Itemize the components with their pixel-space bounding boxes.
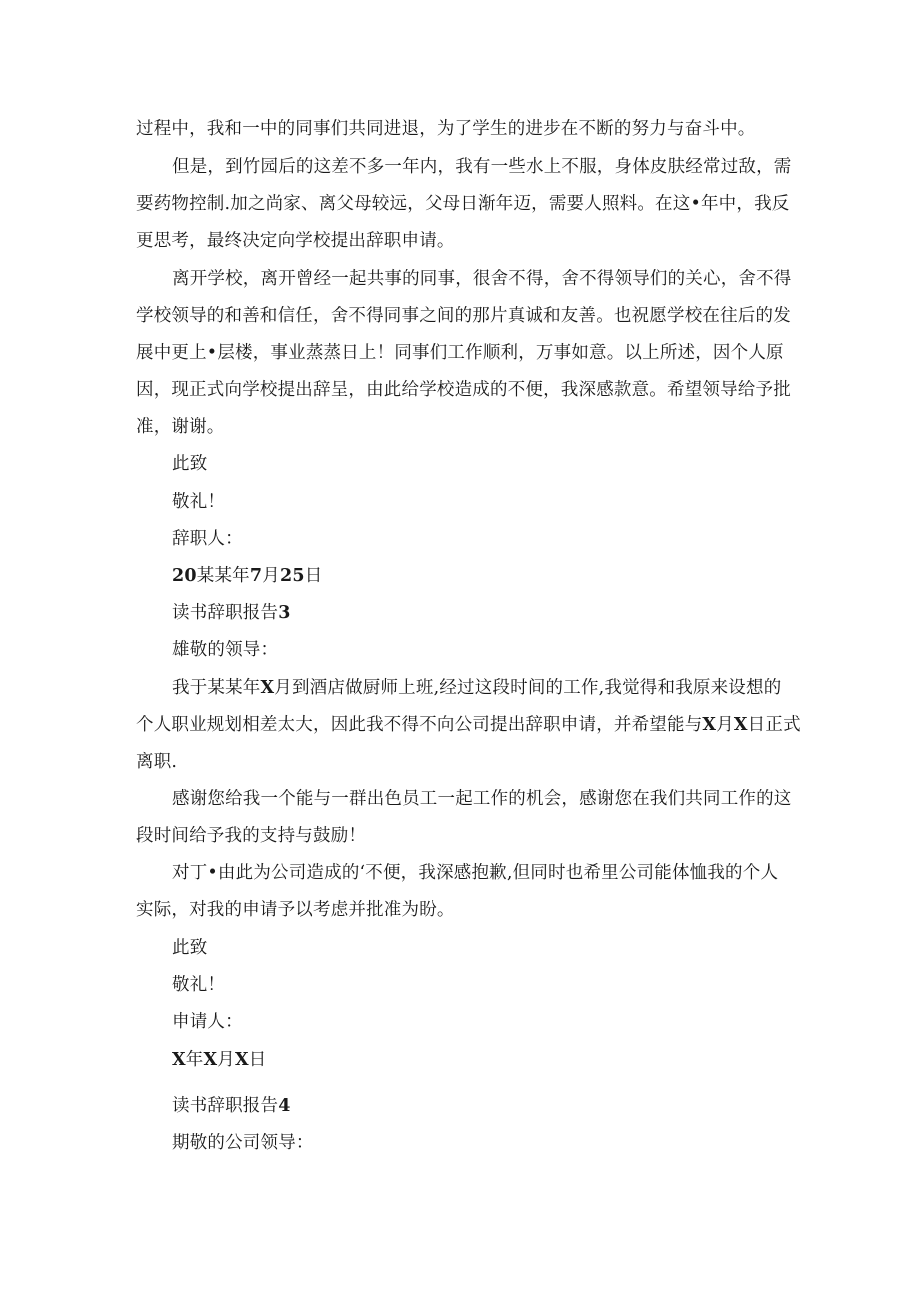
signature-date xyxy=(172,564,322,588)
closing-jingli: 敬礼！ xyxy=(172,492,226,512)
placeholder-x: X xyxy=(203,1050,218,1070)
closing-cizhi: 此致 xyxy=(172,454,208,474)
text-run: 日正式 xyxy=(747,715,801,735)
date-text: 某某年 xyxy=(196,566,250,586)
paragraph-line: 段时间给予我的支持与鼓励！ xyxy=(136,826,367,846)
section-title-text: 读书辞职报告 xyxy=(172,1096,279,1116)
paragraph-line: 更思考，最终决定向学校提出辞职申请。 xyxy=(136,231,455,251)
section-title-number: 3 xyxy=(278,603,291,623)
section-title xyxy=(172,601,291,625)
date-text: 年 xyxy=(185,1050,204,1070)
date-text: 月 xyxy=(262,566,280,586)
placeholder-x: X xyxy=(234,1050,249,1070)
paragraph-line: 但是，到竹园后的这差不多一年内，我有一些水上不服，身体皮肤经常过敌，需 xyxy=(172,157,792,177)
date-month-num: 7 xyxy=(249,566,263,586)
paragraph-line: 展中更上•层楼，事业蒸蒸日上！同事们工作顺利，万事如意。以上所述，因个人原 xyxy=(136,343,784,363)
placeholder-x: X xyxy=(702,715,717,735)
text-run: 月到酒店做厨师上班,经过这段时间的工作,我觉得和我原来设想的 xyxy=(274,678,782,698)
salutation: 雄敬的领导： xyxy=(172,640,279,660)
date-text: 月 xyxy=(217,1050,235,1070)
paragraph-line: 感谢您给我一个能与一群出色员工一起工作的机会，感谢您在我们共同工作的这 xyxy=(172,789,792,809)
section-title-number: 4 xyxy=(278,1096,291,1116)
section-title-text: 读书辞职报告 xyxy=(172,603,279,623)
paragraph-line: 因，现正式向学校提出辞呈，由此给学校造成的不便，我深感款意。希望领导给予批 xyxy=(136,380,791,400)
paragraph-line: 过程中，我和一中的同事们共同进退，为了学生的进步在不断的努力与奋斗中。 xyxy=(136,119,756,139)
paragraph-line: 要药物控制.加之尚家、离父母较远，父母日渐年迈，需要人照料。在这•年中，我反 xyxy=(136,194,790,214)
placeholder-x: X xyxy=(172,1050,186,1070)
closing-jingli: 敬礼！ xyxy=(172,975,226,995)
date-text: 日 xyxy=(248,1050,267,1070)
closing-cizhi: 此致 xyxy=(172,938,208,958)
salutation: 期敬的公司领导： xyxy=(172,1133,314,1153)
paragraph-line: 实际，对我的申请予以考虑并批准为盼。 xyxy=(136,900,455,920)
paragraph-line: 离职. xyxy=(136,752,178,772)
placeholder-x: X xyxy=(260,678,275,698)
date-text: 日 xyxy=(304,566,323,586)
paragraph-line: 准，谢谢。 xyxy=(136,417,225,437)
date-day-num: 25 xyxy=(279,566,305,586)
text-run: 我于某某年 xyxy=(172,678,261,698)
signer-label: 申请人： xyxy=(172,1012,243,1032)
signature-date xyxy=(172,1048,266,1072)
text-run: 月 xyxy=(716,715,734,735)
date-year-part: 20 xyxy=(172,566,197,586)
section-title xyxy=(172,1094,291,1118)
placeholder-x: X xyxy=(733,715,748,735)
paragraph-line: 学校领导的和善和信任，舍不得同事之间的那片真诚和友善。也祝愿学校在往后的发 xyxy=(136,306,791,326)
paragraph-line xyxy=(172,676,781,700)
paragraph-line: 对丁•由此为公司造成的‘不便，我深感抱歉,但同时也希里公司能体恤我的个人 xyxy=(172,863,779,883)
text-run: 个人职业规划相差太大，因此我不得不向公司提出辞职申请，并希望能与 xyxy=(136,715,703,735)
signer-label: 辞职人： xyxy=(172,529,243,549)
paragraph-line xyxy=(136,713,801,737)
paragraph-line: 离开学校，离开曾经一起共事的同事，很舍不得，舍不得领导们的关心，舍不得 xyxy=(172,269,792,289)
